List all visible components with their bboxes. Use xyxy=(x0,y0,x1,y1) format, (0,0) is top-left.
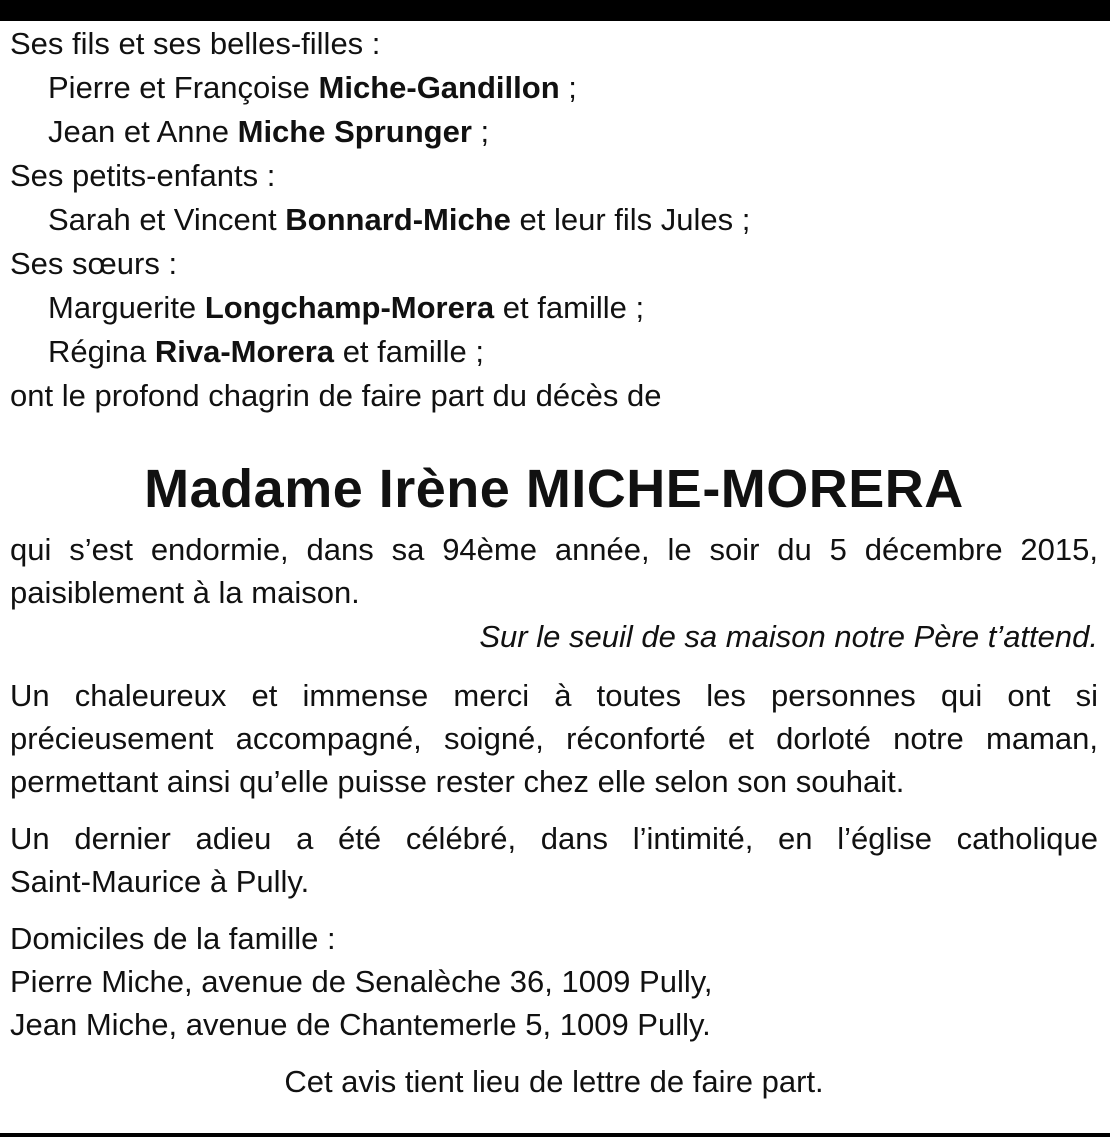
passing-paragraph xyxy=(10,528,1098,614)
announcement-line: ont le profond chagrin de faire part du décès de xyxy=(10,378,662,413)
passing-line: qui s’est endormie, dans sa 94ème année, le soir du 5 décembre 2015, xyxy=(10,532,1098,567)
member-suffix: et famille ; xyxy=(342,334,484,369)
member-given-names: Marguerite xyxy=(48,290,197,325)
thanks-line: permettant ainsi qu’elle puisse rester chez elle selon son souhait. xyxy=(10,764,905,799)
top-border-rule xyxy=(0,0,1110,21)
farewell-line: Saint-Maurice à Pully. xyxy=(10,864,310,899)
farewell-line: Un dernier adieu a été célébré, dans l’intimité, en l’église catholique xyxy=(10,821,1098,856)
member-surname: Miche Sprunger xyxy=(237,114,472,149)
grandchildren-heading: Ses petits-enfants : xyxy=(10,158,276,193)
family-member-line xyxy=(10,330,1098,374)
member-suffix: et famille ; xyxy=(502,290,645,325)
sisters-heading: Ses sœurs : xyxy=(10,246,178,281)
domiciles-section xyxy=(10,917,1098,1046)
family-member-line xyxy=(10,66,1098,110)
member-suffix: ; xyxy=(480,114,490,149)
farewell-paragraph xyxy=(10,817,1098,903)
member-suffix: ; xyxy=(568,70,577,105)
death-notice xyxy=(10,22,1098,1103)
member-surname: Longchamp-Morera xyxy=(204,290,495,325)
family-member-line xyxy=(10,110,1098,154)
member-given-names: Sarah et Vincent xyxy=(48,202,277,237)
thanks-line: précieusement accompagné, soigné, réconforté et dorloté notre maman, xyxy=(10,721,1098,756)
closing-note: Cet avis tient lieu de lettre de faire part. xyxy=(284,1064,824,1099)
passing-line: paisiblement à la maison. xyxy=(10,575,360,610)
thanks-paragraph xyxy=(10,674,1098,803)
domicile-address: Jean Miche, avenue de Chantemerle 5, 1009 Pully. xyxy=(10,1007,711,1042)
scripture-quote: Sur le seuil de sa maison notre Père t’attend. xyxy=(479,619,1098,654)
thanks-line: Un chaleureux et immense merci à toutes les personnes qui ont si xyxy=(10,678,1098,713)
deceased-name: Madame Irène MICHE-MORERA xyxy=(144,459,964,519)
family-member-line xyxy=(10,286,1098,330)
sons-heading: Ses fils et ses belles-filles : xyxy=(10,26,381,61)
member-surname: Miche-Gandillon xyxy=(318,70,560,105)
member-given-names: Régina xyxy=(48,334,147,369)
member-surname: Riva-Morera xyxy=(154,334,335,369)
bottom-border-rule xyxy=(0,1133,1110,1137)
family-member-line xyxy=(10,198,1098,242)
member-given-names: Pierre et Françoise xyxy=(48,70,310,105)
member-surname: Bonnard-Miche xyxy=(285,202,511,237)
domiciles-heading: Domiciles de la famille : xyxy=(10,921,336,956)
member-given-names: Jean et Anne xyxy=(48,114,229,149)
member-suffix: et leur fils Jules ; xyxy=(519,202,751,237)
domicile-address: Pierre Miche, avenue de Senalèche 36, 1009 Pully, xyxy=(10,964,713,999)
